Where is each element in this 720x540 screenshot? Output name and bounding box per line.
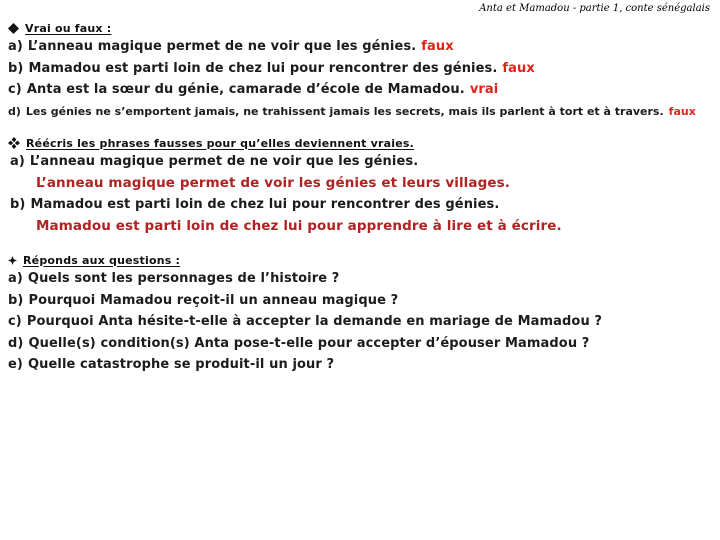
question-text: Quelle catastrophe se produit-il un jour ? <box>27 357 335 372</box>
statement-line <box>8 151 712 173</box>
section-heading-row <box>8 20 712 36</box>
statement-text: Anta est la sœur du génie, camarade d’école de Mamadou. <box>26 82 465 97</box>
question-line <box>8 333 712 355</box>
section-heading-label: Vrai ou faux : <box>25 21 112 35</box>
four-pointed-star-bullet-icon <box>8 256 17 265</box>
item-label: e) <box>8 357 23 372</box>
statement-text: Les génies ne s’emportent jamais, ne trahissent jamais les secrets, mais ils parlent à tort et à travers. <box>25 104 664 118</box>
statement-text: Mamadou est parti loin de chez lui pour rencontrer des génies. <box>28 60 498 76</box>
question-text: Pourquoi Mamadou reçoit-il un anneau magique ? <box>28 292 399 308</box>
question-line <box>8 354 712 376</box>
item-label: a) <box>8 271 23 286</box>
section-heading-label: Réécris les phrases fausses pour qu’elles deviennent vraies. <box>26 136 414 150</box>
diamond-bullet-icon <box>8 23 19 34</box>
question-text: Quels sont les personnages de l’histoire ? <box>27 271 340 286</box>
section-vrai-ou-faux <box>8 20 712 122</box>
question-line <box>8 290 712 312</box>
question-text: Pourquoi Anta hésite-t-elle à accepter la demande en mariage de Mamadou ? <box>26 314 603 329</box>
answer-text: faux <box>421 39 454 54</box>
statement-line <box>8 79 712 101</box>
item-label: c) <box>8 82 22 97</box>
question-text: Quelle(s) condition(s) Anta pose-t-elle pour accepter d’épouser Mamadou ? <box>28 335 590 351</box>
rewritten-sentence: L’anneau magique permet de voir les génies et leurs villages. <box>36 174 511 191</box>
item-label: b) <box>8 60 24 76</box>
answer-text: vrai <box>469 82 499 97</box>
question-line <box>8 268 712 290</box>
item-label: b) <box>8 292 24 308</box>
answer-text: faux <box>502 60 535 76</box>
item-label: d) <box>8 335 24 351</box>
statement-line <box>8 58 712 80</box>
item-label: b) <box>10 197 26 212</box>
document-title: Anta et Mamadou - partie 1, conte sénégalais <box>479 3 710 14</box>
section-reecris-phrases <box>8 135 712 237</box>
statement-line <box>8 36 712 58</box>
four-diamond-bullet-icon <box>8 137 20 149</box>
statement-line <box>8 101 712 123</box>
section-heading-label: Réponds aux questions : <box>23 253 181 267</box>
item-label: a) <box>10 154 25 169</box>
section-heading-row <box>8 252 712 268</box>
rewritten-sentence: Mamadou est parti loin de chez lui pour apprendre à lire et à écrire. <box>36 217 562 234</box>
section-reponds-questions <box>8 252 712 376</box>
statement-text: L’anneau magique permet de ne voir que les génies. <box>27 39 417 54</box>
item-label: c) <box>8 314 22 329</box>
statement-text: Mamadou est parti loin de chez lui pour rencontrer des génies. <box>30 197 500 212</box>
section-heading-row <box>8 135 712 151</box>
statement-line <box>8 194 712 216</box>
item-label: d) <box>8 104 21 118</box>
answer-text: faux <box>668 104 696 118</box>
question-line <box>8 311 712 333</box>
statement-text: L’anneau magique permet de ne voir que les génies. <box>29 154 419 169</box>
item-label: a) <box>8 39 23 54</box>
